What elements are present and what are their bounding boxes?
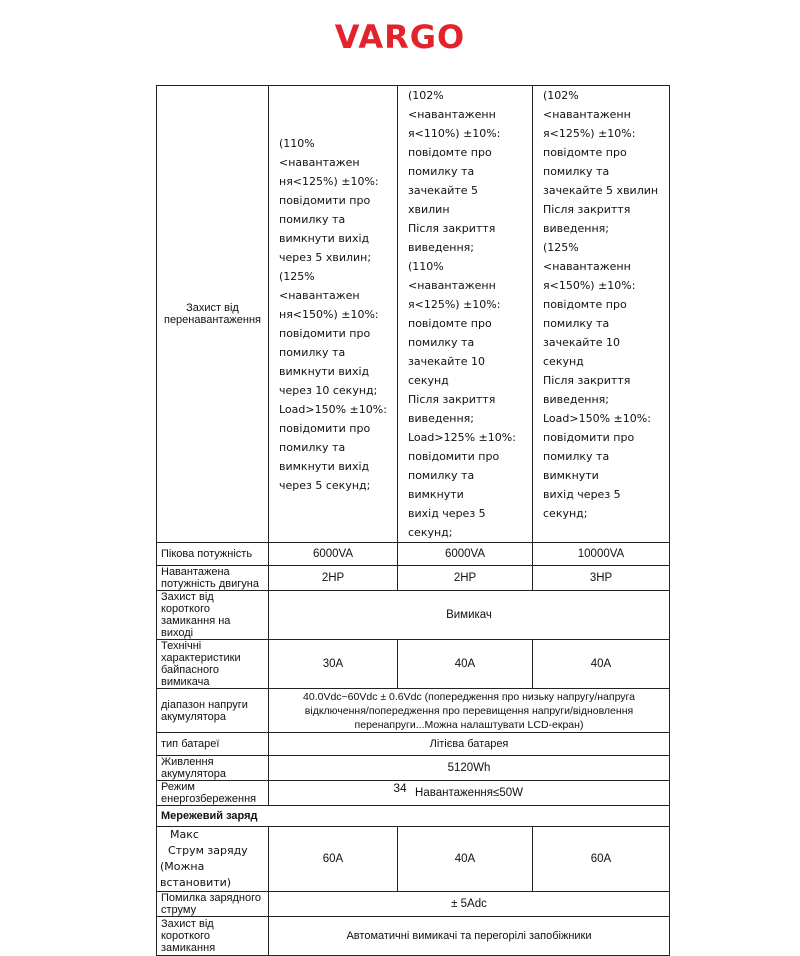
label-line: (Можна встановити): [160, 860, 232, 889]
row-label: Захист від короткого замикання на виході: [157, 591, 269, 640]
cell-value: 3HP: [533, 566, 670, 591]
cell-value: 2HP: [398, 566, 533, 591]
table-row-bypass: [157, 640, 670, 689]
table-row-battery-range: [157, 689, 670, 733]
cell-value: Автоматичні вимикачі та перегорілі запобіжники: [269, 917, 670, 956]
row-label: Захист від короткого замикання: [157, 917, 269, 956]
cell-value: Навантаження≤50W: [269, 781, 670, 806]
row-label: Технічні характеристики байпасного вимикача: [157, 640, 269, 689]
table-row-battery-type: [157, 733, 670, 756]
cell-value: 40A: [398, 640, 533, 689]
spec-table: [156, 85, 670, 956]
cell-value: Вимикач: [269, 591, 670, 640]
cell-value: 60A: [269, 827, 398, 892]
row-label: [157, 827, 269, 892]
row-label: Навантажена потужність двигуна: [157, 566, 269, 591]
table-row-peak: [157, 543, 670, 566]
cell-value: 60A: [533, 827, 670, 892]
page-number: 34: [393, 781, 407, 795]
row-label: Живлення акумулятора: [157, 756, 269, 781]
cell-value: Літієва батарея: [269, 733, 670, 756]
section-heading: Мережевий заряд: [157, 806, 670, 827]
row-label: Помилка зарядного струму: [157, 892, 269, 917]
cell-value: 40A: [533, 640, 670, 689]
cell-value: 6000VA: [398, 543, 533, 566]
row-label: Захист від перенавантаження: [157, 86, 269, 543]
table-row-overload: [157, 86, 670, 543]
cell-value: 2HP: [269, 566, 398, 591]
table-row-charge-error: [157, 892, 670, 917]
cell-value: 6000VA: [269, 543, 398, 566]
cell-value: 40.0Vdc~60Vdc ± 0.6Vdc (попередження про низьку напругу/напруга відключення/попередження про перевищення напруги/відновлення перенапруги...Можна налаштувати LCD-екран): [269, 689, 670, 733]
row-label: діапазон напруги акумулятора: [157, 689, 269, 733]
label-line: Макс: [170, 828, 199, 841]
cell-value: ± 5Adc: [269, 892, 670, 917]
table-row-battery-power: [157, 756, 670, 781]
vargo-logo: VARGO: [334, 18, 466, 56]
row-label: Режим енергозбереження: [157, 781, 269, 806]
table-row-short-output: [157, 591, 670, 640]
table-row-grid-charge: [157, 806, 670, 827]
cell-value: 40A: [398, 827, 533, 892]
table-row-short-circuit: [157, 917, 670, 956]
cell-value: 10000VA: [533, 543, 670, 566]
row-label: тип батареї: [157, 733, 269, 756]
row-label: Пікова потужність: [157, 543, 269, 566]
table-row-motor: [157, 566, 670, 591]
cell-value: 5120Wh: [269, 756, 670, 781]
cell-value: (102%<навантаженн я<125%) ±10%: повідомте про помилку та зачекайте 5 хвилин Після закриття виведення; (125%<навантаженн я<150%) ±10%: повідомте про помилку та зачекайте 10 секунд Після закриття виведення; Load>150% ±10%: повідомити про помилку та вимкнути вихід через 5 секунд;: [533, 86, 670, 543]
cell-value: 30A: [269, 640, 398, 689]
label-line: Струм заряду: [168, 844, 248, 857]
cell-value: (102%<навантаженн я<110%) ±10%: повідомте про помилку та зачекайте 5 хвилин Після закриття виведення; (110%<навантаженн я<125%) ±10%: повідомте про помилку та зачекайте 10 секунд Після закриття виведення; Load>125% ±10%: повідомити про помилку та вимкнути вихід через 5 секунд;: [398, 86, 533, 543]
cell-value: (110%<навантажен ня<125%) ±10%: повідомити про помилку та вимкнути вихід через 5 хвилин; (125%<навантажен ня<150%) ±10%: повідомити про помилку та вимкнути вихід через 10 секунд; Load>150% ±10%: повідомити про помилку та вимкнути вихід через 5 секунд;: [269, 86, 398, 543]
table-row-max-charge: [157, 827, 670, 892]
